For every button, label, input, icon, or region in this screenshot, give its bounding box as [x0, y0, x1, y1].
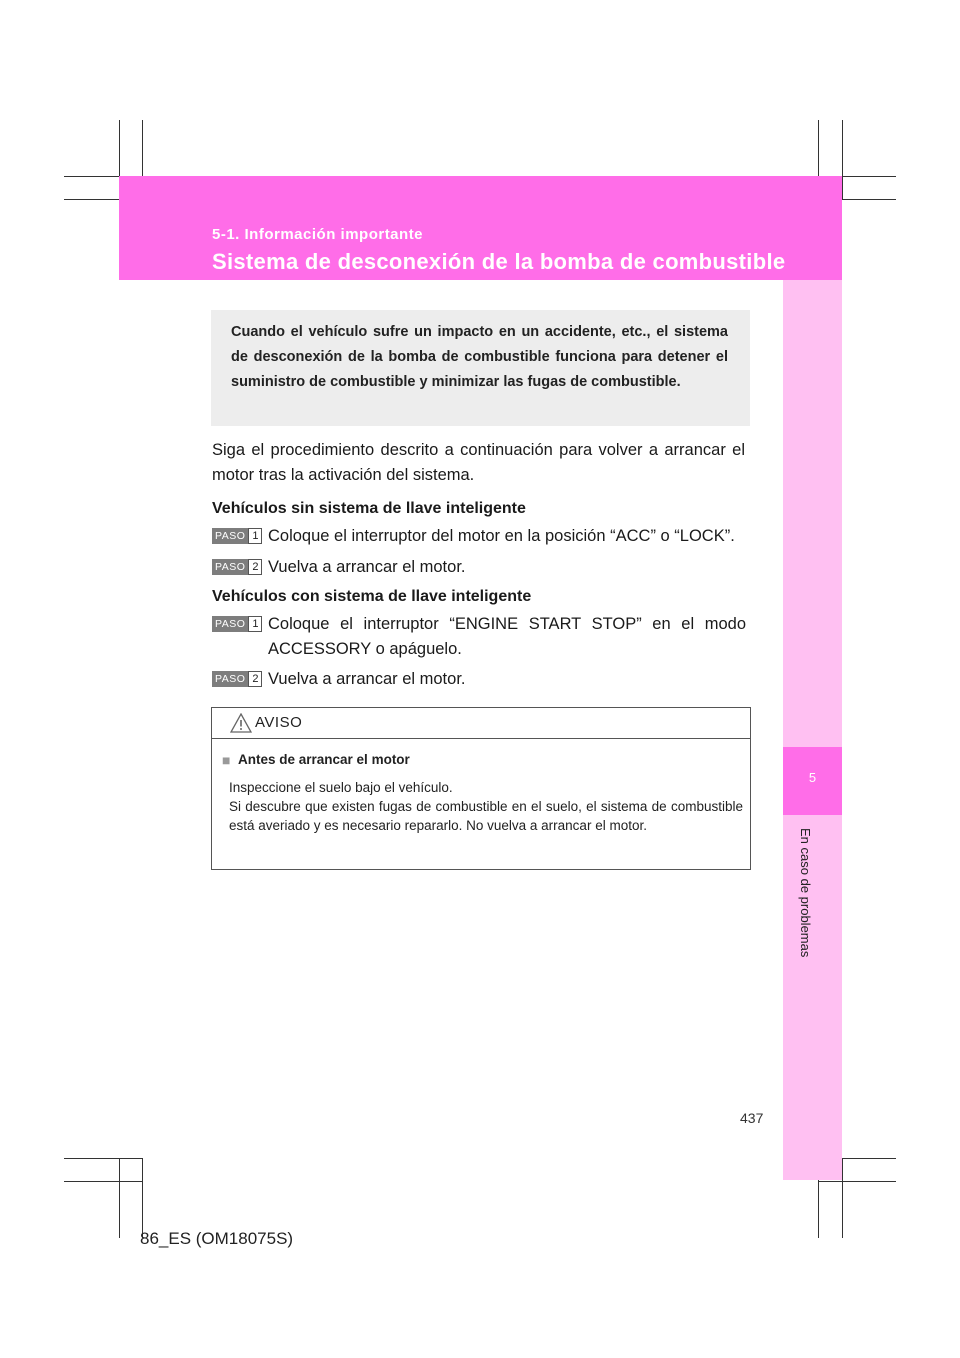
intro-box	[211, 310, 750, 426]
step-number: 2	[248, 559, 262, 575]
step-text: Vuelva a arrancar el motor.	[268, 670, 466, 688]
step-text: Vuelva a arrancar el motor.	[268, 558, 466, 576]
footer-code: 86_ES (OM18075S)	[140, 1229, 294, 1248]
side-strip	[783, 280, 842, 1180]
crop-mark	[818, 1181, 896, 1182]
step-number: 1	[248, 616, 262, 632]
step-number: 2	[248, 671, 262, 687]
warning-header	[212, 708, 750, 739]
section-heading: Vehículos con sistema de llave inteligente	[212, 588, 532, 605]
step-badge	[212, 559, 262, 575]
section-label: 5-1. Información importante	[212, 226, 424, 243]
step-label: PASO	[212, 671, 248, 687]
step-badge	[212, 671, 262, 687]
page-title: Sistema de desconexión de la bomba de combustible	[212, 249, 786, 274]
square-bullet-icon: ■	[222, 752, 231, 768]
step-badge	[212, 528, 262, 544]
warning-triangle-icon	[230, 713, 252, 733]
crop-mark	[64, 1158, 142, 1159]
chapter-title: En caso de problemas	[798, 828, 813, 958]
crop-mark	[842, 1158, 843, 1238]
step-text: Coloque el interruptor del motor en la posición “ACC” o “LOCK”.	[268, 527, 735, 545]
step-label: PASO	[212, 616, 248, 632]
step-badge	[212, 616, 262, 632]
warning-heading: Antes de arrancar el motor	[238, 752, 410, 767]
warning-body: Inspeccione el suelo bajo el vehículo. Si descubre que existen fugas de combustible en el suelo, el sistema de combustible está averiado y es necesario repararlo. No vuelva a arrancar el motor.	[229, 780, 743, 833]
step-number: 1	[248, 528, 262, 544]
page-number: 437	[740, 1110, 764, 1126]
intro-text: Cuando el vehículo sufre un impacto en un accidente, etc., el sistema de desconexión de la bomba de combustible funciona para detener el suministro de combustible y minimizar las fugas de combustible.	[231, 324, 728, 390]
crop-mark	[119, 1158, 120, 1238]
section-heading: Vehículos sin sistema de llave inteligente	[212, 500, 526, 517]
step-text: Coloque el interruptor “ENGINE START STOP” en el modo ACCESSORY o apáguelo.	[268, 615, 746, 658]
warning-box	[211, 707, 751, 870]
warning-title: AVISO	[255, 714, 303, 731]
step-label: PASO	[212, 528, 248, 544]
crop-mark	[64, 1181, 142, 1182]
chapter-number: 5	[808, 770, 817, 785]
crop-mark	[142, 1158, 143, 1238]
step-label: PASO	[212, 559, 248, 575]
crop-mark	[842, 120, 843, 200]
intro-paragraph: Siga el procedimiento descrito a continuación para volver a arrancar el motor tras la activación del sistema.	[212, 441, 745, 484]
